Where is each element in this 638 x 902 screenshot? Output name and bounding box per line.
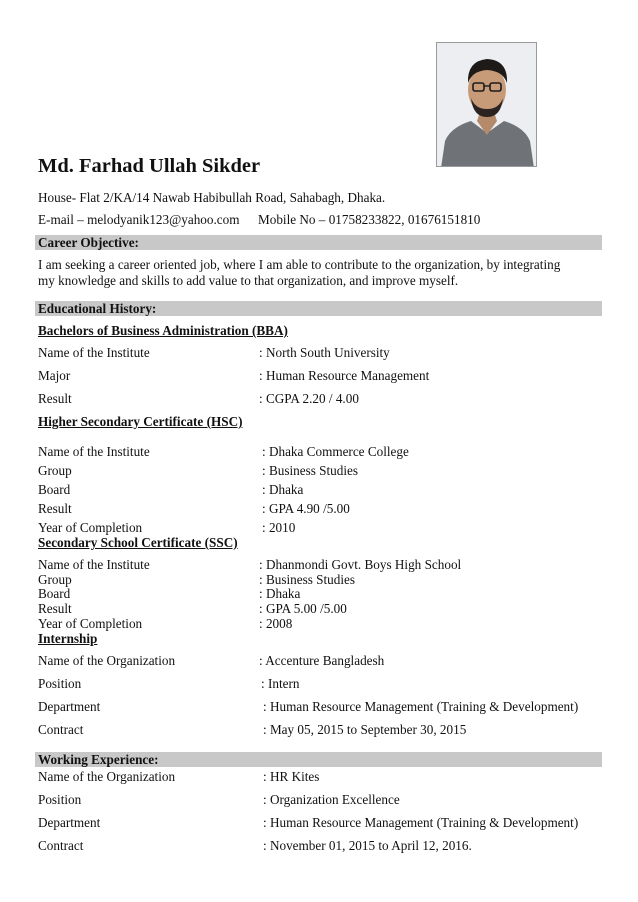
ssc-board-value: : Dhaka — [259, 586, 301, 601]
hsc-institute-value: : Dhaka Commerce College — [262, 444, 409, 459]
hsc-board-label: Board — [38, 482, 71, 497]
hsc-group-label: Group — [38, 463, 72, 478]
internship-department-value: : Human Resource Management (Training & Development) — [263, 699, 579, 714]
profile-photo — [436, 42, 537, 167]
hsc-result-value: : GPA 4.90 /5.00 — [262, 501, 350, 516]
educational-history-heading-bar — [35, 301, 602, 316]
work-org-value: : HR Kites — [263, 769, 320, 784]
hsc-year-value: : 2010 — [262, 520, 296, 535]
email: E-mail – melodyanik123@yahoo.com — [38, 212, 240, 227]
bba-result-value: : CGPA 2.20 / 4.00 — [259, 391, 359, 406]
ssc-institute-label: Name of the Institute — [38, 557, 150, 572]
internship-org-value: : Accenture Bangladesh — [259, 653, 385, 668]
work-position-value: : Organization Excellence — [263, 792, 400, 807]
bba-result-label: Result — [38, 391, 72, 406]
ssc-board-label: Board — [38, 586, 71, 601]
ssc-group-value: : Business Studies — [259, 572, 355, 587]
educational-history-heading: Educational History: — [38, 301, 157, 316]
mobile-number: Mobile No – 01758233822, 01676151810 — [258, 212, 481, 227]
ssc-year-value: : 2008 — [259, 616, 293, 631]
internship-title: Internship — [38, 631, 98, 646]
internship-department-label: Department — [38, 699, 101, 714]
address: House- Flat 2/KA/14 Nawab Habibullah Road, Sahabagh, Dhaka. — [38, 190, 386, 205]
internship-contract-value: : May 05, 2015 to September 30, 2015 — [263, 722, 467, 737]
work-department-value: : Human Resource Management (Training & Development) — [263, 815, 579, 830]
hsc-group-value: : Business Studies — [262, 463, 358, 478]
hsc-year-label: Year of Completion — [38, 520, 143, 535]
hsc-result-label: Result — [38, 501, 72, 516]
work-org-label: Name of the Organization — [38, 769, 176, 784]
candidate-name: Md. Farhad Ullah Sikder — [38, 155, 261, 177]
work-position-label: Position — [38, 792, 82, 807]
ssc-title: Secondary School Certificate (SSC) — [38, 535, 238, 550]
ssc-year-label: Year of Completion — [38, 616, 143, 631]
ssc-result-value: : GPA 5.00 /5.00 — [259, 601, 347, 616]
internship-position-value: : Intern — [261, 676, 300, 691]
hsc-board-value: : Dhaka — [262, 482, 304, 497]
career-objective-heading-bar — [35, 235, 602, 250]
internship-contract-label: Contract — [38, 722, 84, 737]
hsc-title: Higher Secondary Certificate (HSC) — [38, 414, 243, 429]
bba-major-label: Major — [38, 368, 71, 383]
working-experience-heading-bar — [35, 752, 602, 767]
ssc-group-label: Group — [38, 572, 72, 587]
work-contract-value: : November 01, 2015 to April 12, 2016. — [263, 838, 472, 853]
working-experience-heading: Working Experience: — [38, 752, 159, 767]
hsc-institute-label: Name of the Institute — [38, 444, 150, 459]
work-department-label: Department — [38, 815, 101, 830]
work-contract-label: Contract — [38, 838, 84, 853]
ssc-result-label: Result — [38, 601, 72, 616]
bba-major-value: : Human Resource Management — [259, 368, 430, 383]
internship-position-label: Position — [38, 676, 82, 691]
internship-org-label: Name of the Organization — [38, 653, 176, 668]
bba-institute-value: : North South University — [259, 345, 390, 360]
bba-title: Bachelors of Business Administration (BBA) — [38, 323, 288, 338]
ssc-institute-value: : Dhanmondi Govt. Boys High School — [259, 557, 462, 572]
person-portrait-icon — [437, 43, 537, 167]
career-objective-heading: Career Objective: — [38, 235, 139, 250]
bba-institute-label: Name of the Institute — [38, 345, 150, 360]
career-objective-text: I am seeking a career oriented job, where I am able to contribute to the organization, by integrating my knowledge and skills to add value to that organization, and improve myself. — [38, 257, 561, 288]
